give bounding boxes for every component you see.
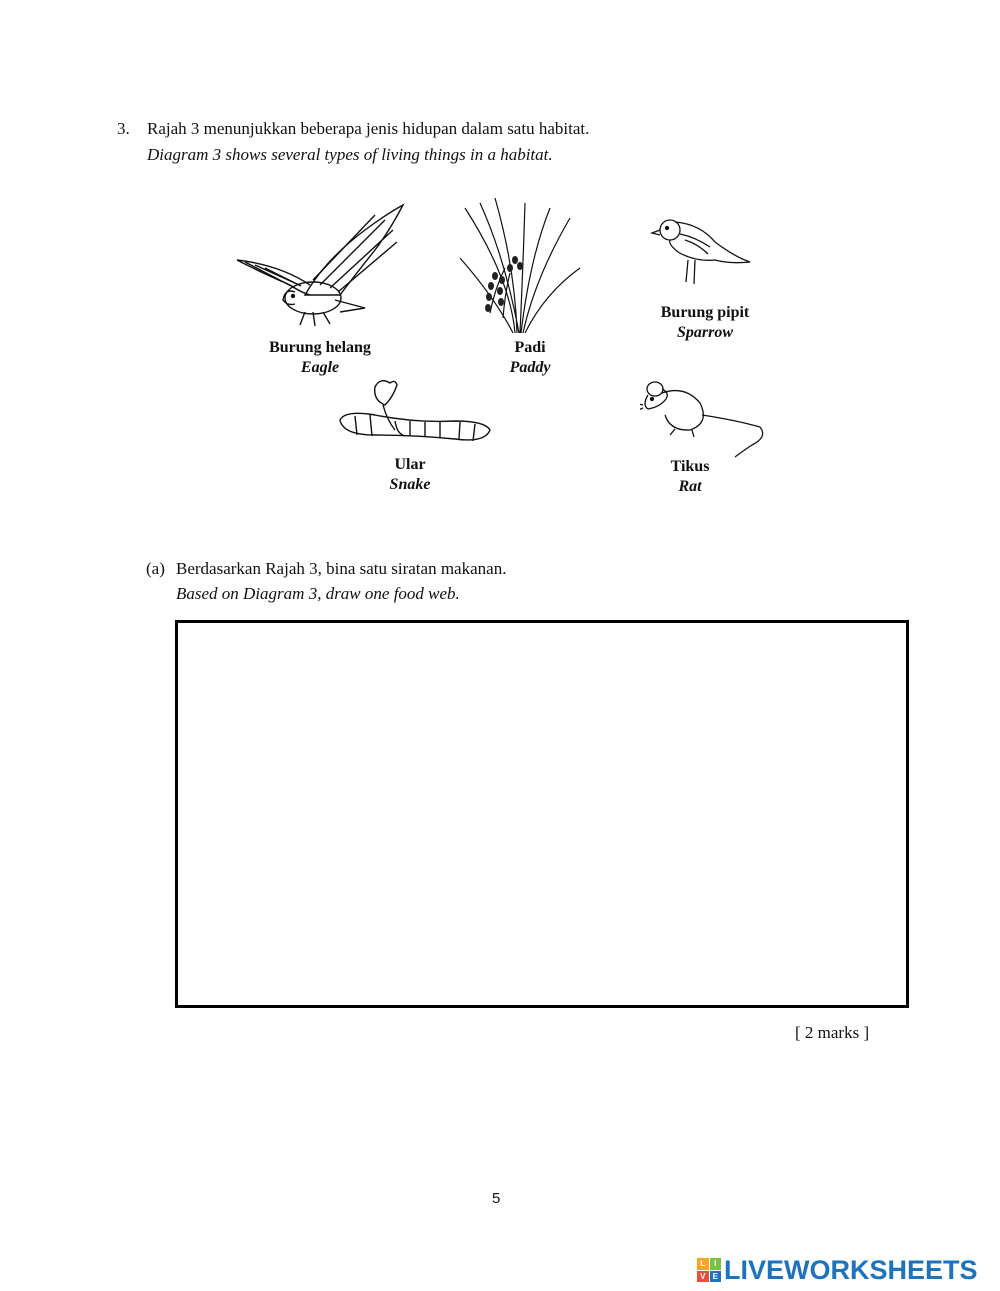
question-text-malay: Rajah 3 menunjukkan beberapa jenis hidupan dalam satu habitat. xyxy=(147,119,590,138)
page-number: 5 xyxy=(492,1190,501,1207)
label-eagle-ms: Burung helang xyxy=(269,339,371,356)
label-sparrow-ms: Burung pipit xyxy=(660,304,750,321)
food-web-answer-box[interactable] xyxy=(175,620,909,1008)
label-eagle-en: Eagle xyxy=(300,359,340,376)
label-rat-ms: Tikus xyxy=(670,458,710,475)
label-rat-en: Rat xyxy=(678,478,702,495)
habitat-diagram xyxy=(215,180,795,510)
label-snake-en: Snake xyxy=(389,476,431,493)
label-paddy-ms: Padi xyxy=(514,339,546,356)
question-number: 3. xyxy=(117,119,130,138)
sparrow-illustration xyxy=(650,212,760,292)
part-a-label: (a) xyxy=(146,559,165,578)
part-a-text-english: Based on Diagram 3, draw one food web. xyxy=(176,584,460,603)
label-paddy-en: Paddy xyxy=(509,359,551,376)
question-text-english: Diagram 3 shows several types of living things in a habitat. xyxy=(147,145,553,164)
label-snake-ms: Ular xyxy=(394,456,426,473)
eagle-illustration xyxy=(235,200,405,330)
brand-name: LIVEWORKSHEETS xyxy=(724,1254,978,1285)
liveworksheets-brand xyxy=(697,1253,978,1287)
part-a-text-malay: Berdasarkan Rajah 3, bina satu siratan makanan. xyxy=(176,559,507,578)
liveworksheets-logo-icon: L I V E xyxy=(697,1258,721,1282)
paddy-illustration xyxy=(455,198,585,333)
label-sparrow-en: Sparrow xyxy=(676,324,734,341)
rat-illustration xyxy=(640,375,770,465)
marks-label: [ 2 marks ] xyxy=(795,1023,870,1042)
snake-illustration xyxy=(335,375,495,455)
